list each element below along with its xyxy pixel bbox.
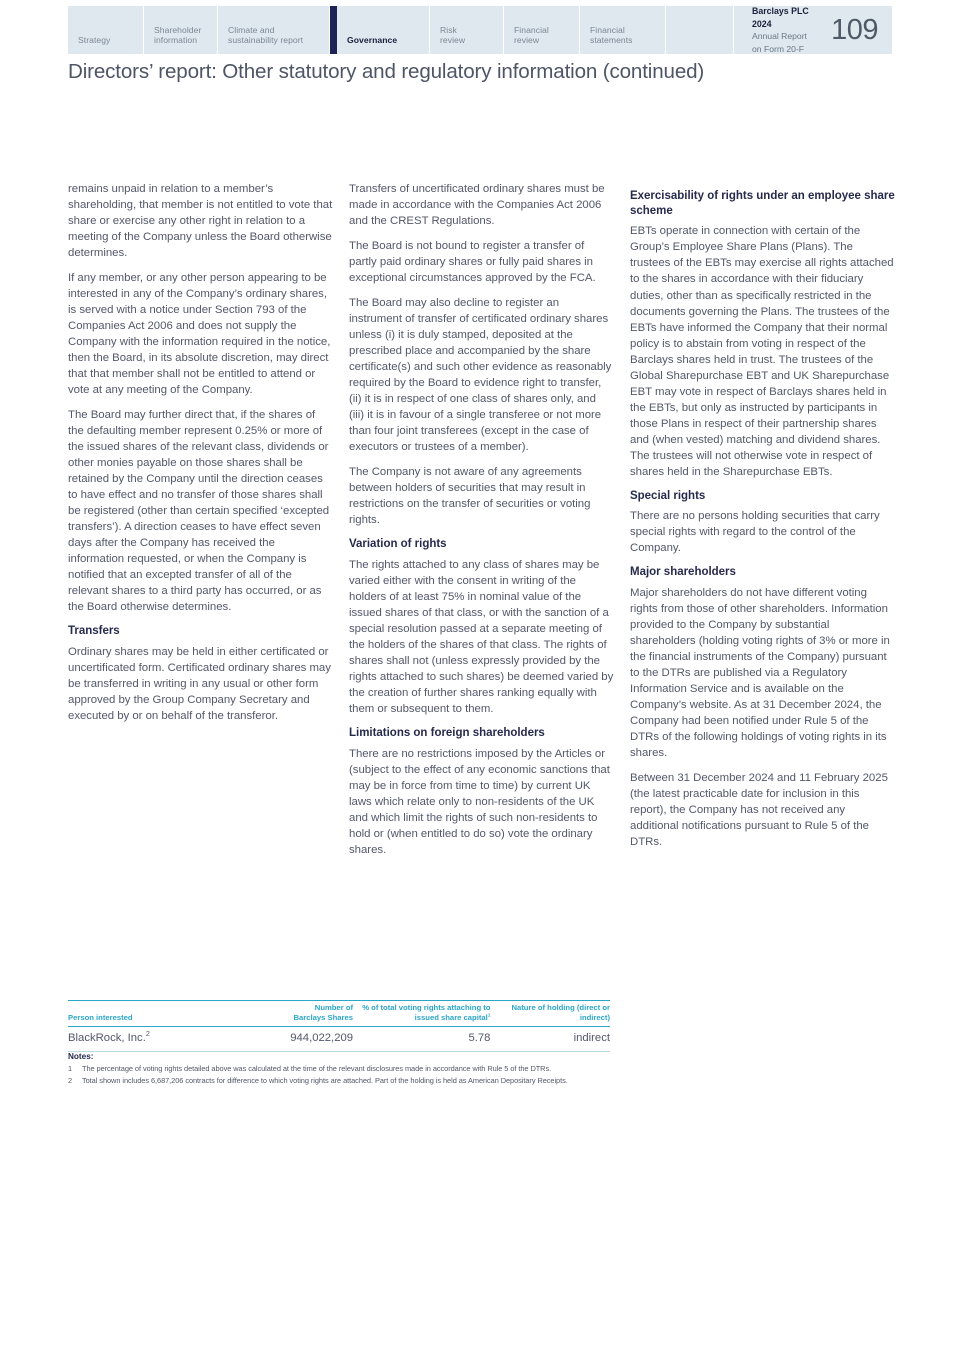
body-paragraph: The Board may also decline to register an instrument of transfer of certificated ordinary shares unless (i) it is duly stamped, deposited at the prescribed place and accompanied by the share certificate(s) and such other evidence as reasonably required by the Board to evidence right to transfer, (ii) it is in respect of one class of shares only, and (iii) it is in favour of a single transferee or not more than four joint transferees (except in the case of executors or trustees of a member). — [349, 297, 612, 454]
body-paragraph: The Company is not aware of any agreements between holders of securities that may result in restrictions on the transfer of securities or voting rights. — [349, 466, 591, 527]
cell-percent-voting-rights: 5.78 — [353, 1027, 490, 1052]
page-number: 109 — [831, 13, 878, 46]
note-number: 2 — [68, 1075, 73, 1085]
table-header-line: % of total voting rights attaching to — [362, 1003, 491, 1012]
table-header-percent-voting-rights — [353, 1001, 490, 1027]
cell-nature-of-holding: indirect — [490, 1027, 610, 1052]
nav-tab-risk-review[interactable] — [430, 6, 504, 54]
section-heading: Limitations on foreign shareholders — [349, 727, 545, 740]
table-header-row — [68, 1001, 610, 1027]
body-paragraph: The Board may further direct that, if the shares of the defaulting member represent 0.25% or more of the issued shares of the relevant class, dividends or other monies payable on those shares shall be retained by the Company until the direction ceases to have effect and no transfer of those shares shall be registered (other than certain specified ‘excepted transfers’). A direction ceases to have effect seven days after the Company has received the information requested, or when the Company is notified that an excepted transfer of all of the relevant shares to a third party has occurred, or as the Board otherwise determines. — [68, 409, 330, 614]
body-paragraph: Ordinary shares may be held in either certificated or uncertificated form. Certificated ordinary shares may be transferred in writing in any usual or other form approved by the Group Company Secretary and executed by or on behalf of the transferor. — [68, 646, 331, 723]
nav-tab-financial-review[interactable] — [504, 6, 580, 54]
major-shareholders-table — [68, 1000, 610, 1052]
report-brand-title: Barclays PLC 2024 — [752, 5, 809, 29]
section-heading: Transfers — [68, 625, 120, 638]
nav-tab-risk-review-line-2: review — [440, 34, 466, 45]
table-header-line: Barclays Shares — [293, 1013, 354, 1023]
nav-tab-shareholder-information-line-1: Shareholder — [154, 24, 202, 35]
report-brand-lines — [752, 5, 822, 55]
nav-tab-shareholder-information[interactable] — [144, 6, 218, 54]
nav-tab-financial-review-line-2: review — [514, 34, 540, 45]
nav-tab-governance-label: Governance — [347, 34, 398, 45]
nav-tab-climate-line-1: Climate and — [228, 24, 275, 35]
section-heading: Major shareholders — [630, 566, 736, 579]
body-paragraph: The rights attached to any class of shares may be varied either with the consent in writing of the holders of at least 75% in nominal value of the issued shares of that class, or with the sanction of a special resolution passed at a separate meeting of the holders of the shares of that class. The rights of shares shall not (unless expressly provided by the rights attached to such shares) be deemed varied by the creation of further shares ranking equally with them or subsequent to them. — [349, 559, 614, 716]
cell-person-interested: BlackRock, Inc.$^2$ — [68, 1027, 251, 1052]
table-header-line: issued share capital$^1$ — [414, 1013, 491, 1023]
nav-tab-financial-statements-line-2: statements — [590, 34, 633, 45]
body-paragraph: Major shareholders do not have different voting rights from those of other shareholders. Information provided to the Company by substantial shareholders (holding voting rights of 3% or more in the financial instruments of the Company) pursuant to the DTRs are published via a Regulatory Information Service and is available on the Company’s website. As at 31 December 2024, the Company had been notified under Rule 5 of the DTRs of the following holdings of voting rights in its shares. — [630, 587, 890, 760]
table-header-nature-of-holding — [487, 1001, 610, 1027]
cell-number-of-shares: 944,022,209 — [251, 1027, 353, 1052]
body-paragraph: EBTs operate in connection with certain of the Group’s Employee Share Plans (Plans). The trustees of the EBTs may exercise all rights attached to the shares in accordance with their fiduciary duties, other than as specifically restricted in the documents governing the Plans. The trustees of the EBTs have informed the Company that their normal policy is to abstain from voting in respect of the Barclays shares held in trust. The trustees of the Global Sharepurchase EBT and UK Sharepurchase EBT may vote in respect of Barclays shares held in the EBTs, but only as instructed by participants in those Plans in respect of their partnership shares and (when vested) matching and dividend shares. The trustees will not otherwise vote in respect of shares held in the Sharepurchase EBTs. — [630, 225, 894, 478]
section-heading: Exercisability of rights under an employee share scheme — [630, 190, 895, 217]
nav-tab-governance[interactable] — [330, 6, 430, 54]
notes-section — [68, 1052, 628, 1087]
table-header-person-interested — [68, 1001, 251, 1027]
text-column-1 — [68, 181, 333, 867]
body-paragraph: There are no persons holding securities that carry special rights with regard to the control of the Company. — [630, 510, 880, 555]
body-paragraph: If any member, or any other person appearing to be interested in any of the Company’s ordinary shares, is served with a notice under Section 793 of the Companies Act 2006 and does not supply the Company with the information required in the notice, then the Board, in its absolute discretion, may direct that that member shall not be entitled to attend or vote at any meeting of the Company. — [68, 272, 331, 397]
section-heading: Variation of rights — [349, 538, 447, 551]
report-brand-form: on Form 20-F — [752, 43, 805, 54]
note-text: The percentage of voting rights detailed above was calculated at the time of the relevant disclosures made in accordance with Rule 5 of the DTRs. — [82, 1064, 552, 1073]
nav-tab-climate-line-2: sustainability report — [228, 34, 304, 45]
table-row — [68, 1027, 610, 1052]
table-header-number-of-shares — [251, 1001, 353, 1027]
article-columns — [68, 181, 895, 867]
body-paragraph: remains unpaid in relation to a member’s shareholding, that member is not entitled to vote that share or exercise any other right in relation to a meeting of the Company unless the Board otherwise determines. — [68, 183, 333, 260]
nav-tab-climate-and-sustainability-report[interactable] — [218, 6, 330, 54]
notes-list — [68, 1064, 628, 1086]
page-title: Directors’ report: Other statutory and regulatory information (continued) — [68, 60, 705, 83]
note-item — [68, 1064, 628, 1075]
major-shareholders-table-wrap — [68, 1000, 610, 1052]
table-header-line: Person interested — [68, 1013, 133, 1023]
nav-tab-strategy[interactable] — [68, 6, 144, 54]
nav-tab-strategy-line-1: Strategy — [78, 34, 111, 45]
nav-tab-risk-review-line-1: Risk — [440, 24, 457, 35]
nav-spacer — [666, 6, 734, 54]
body-paragraph: Transfers of uncertificated ordinary shares must be made in accordance with the Companies Act 2006 and the CREST Regulations. — [349, 183, 605, 228]
table-header-line: indirect) — [579, 1013, 610, 1023]
text-column-2 — [349, 181, 614, 867]
note-number: 1 — [68, 1064, 73, 1073]
note-item — [68, 1076, 628, 1087]
nav-tab-financial-statements-line-1: Financial — [590, 24, 625, 35]
table-header-line: Number of — [314, 1003, 354, 1012]
section-heading: Special rights — [630, 489, 706, 502]
table-header-line: Nature of holding (direct or — [511, 1003, 610, 1012]
report-brand-subtitle: Annual Report — [752, 31, 807, 42]
notes-title: Notes: — [68, 1052, 94, 1061]
note-text: Total shown includes 6,687,206 contracts for difference to which voting rights are attached. Part of the holding is held as American Depositary Receipts. — [82, 1075, 568, 1085]
page-header-nav — [68, 6, 892, 54]
table-head — [68, 1001, 610, 1027]
body-paragraph: There are no restrictions imposed by the Articles or (subject to the effect of any economic sanctions that may be in force from time to time) by current UK laws which relate only to non-residents of the UK and which limit the rights of such non-residents to hold or (when entitled to do so) vote the ordinary shares. — [349, 747, 610, 856]
table-body — [68, 1027, 610, 1052]
body-paragraph: Between 31 December 2024 and 11 February 2025 (the latest practicable date for inclusion in this report), the Company has not received any additional notifications pursuant to Rule 5 of the DTRs. — [630, 772, 888, 849]
text-column-3 — [630, 181, 895, 867]
footnote-marker: 1 — [487, 1013, 491, 1019]
nav-tab-shareholder-information-line-2: information — [154, 34, 198, 45]
nav-tab-financial-statements[interactable] — [580, 6, 666, 54]
report-brand-block — [734, 6, 892, 54]
body-paragraph: The Board is not bound to register a transfer of partly paid ordinary shares or fully paid shares in exceptional circumstances approved by the FCA. — [349, 240, 596, 285]
footnote-marker: 2 — [145, 1029, 150, 1039]
nav-tab-financial-review-line-1: Financial — [514, 24, 549, 35]
